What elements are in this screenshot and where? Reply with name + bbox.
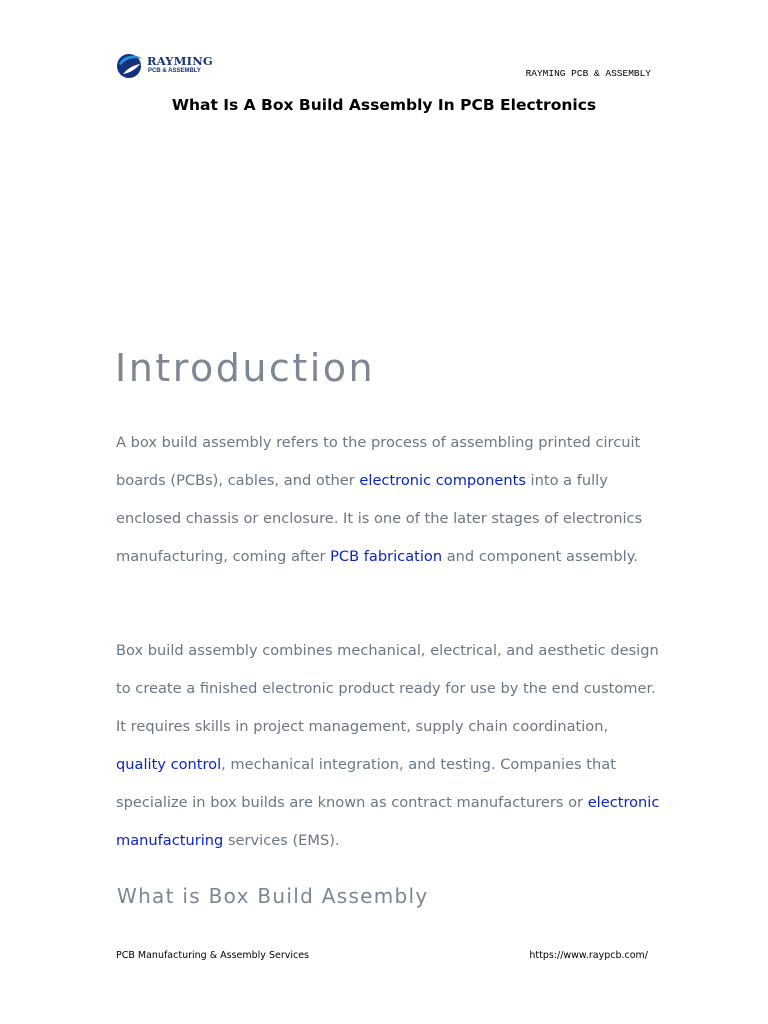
paragraph-text: services (EMS). xyxy=(223,832,340,849)
link-pcb-fabrication[interactable]: PCB fabrication xyxy=(330,548,443,565)
section-heading: Introduction xyxy=(115,346,376,390)
footer-tagline: PCB Manufacturing & Assembly Services xyxy=(116,950,310,961)
logo-name: RAYMING xyxy=(147,54,213,68)
intro-paragraph-2 xyxy=(116,632,661,860)
document-title: What Is A Box Build Assembly In PCB Electronics xyxy=(171,96,597,114)
paragraph-text: , mechanical integration, and testing. Companies that specialize in box builds are known as contract manufacturers or xyxy=(116,756,616,811)
header-company-name: RAYMING PCB & ASSEMBLY xyxy=(525,68,651,79)
logo-tagline: PCB & ASSEMBLY xyxy=(148,68,201,74)
rayming-logo-icon xyxy=(114,50,144,80)
link-quality-control[interactable]: quality control xyxy=(116,756,222,773)
intro-paragraph-1 xyxy=(116,424,661,576)
paragraph-text: Box build assembly combines mechanical, electrical, and aesthetic design to create a finished electronic product ready for use by the end customer. It requires skills in project management, supply chain coordination, xyxy=(116,642,659,735)
paragraph-text: and component assembly. xyxy=(442,548,638,565)
footer-url: https://www.raypcb.com/ xyxy=(529,950,648,961)
link-electronic-components[interactable]: electronic components xyxy=(359,472,526,489)
subsection-heading: What is Box Build Assembly xyxy=(117,884,429,908)
company-logo xyxy=(114,50,214,82)
link-electronic-manufacturing[interactable]: electronic manufacturing xyxy=(116,794,660,849)
paragraph-text: A box build assembly refers to the process of assembling printed circuit boards (PCBs), cables, and other xyxy=(116,434,641,489)
paragraph-text: into a fully enclosed chassis or enclosure. It is one of the later stages of electronics manufacturing, coming after xyxy=(116,472,643,565)
